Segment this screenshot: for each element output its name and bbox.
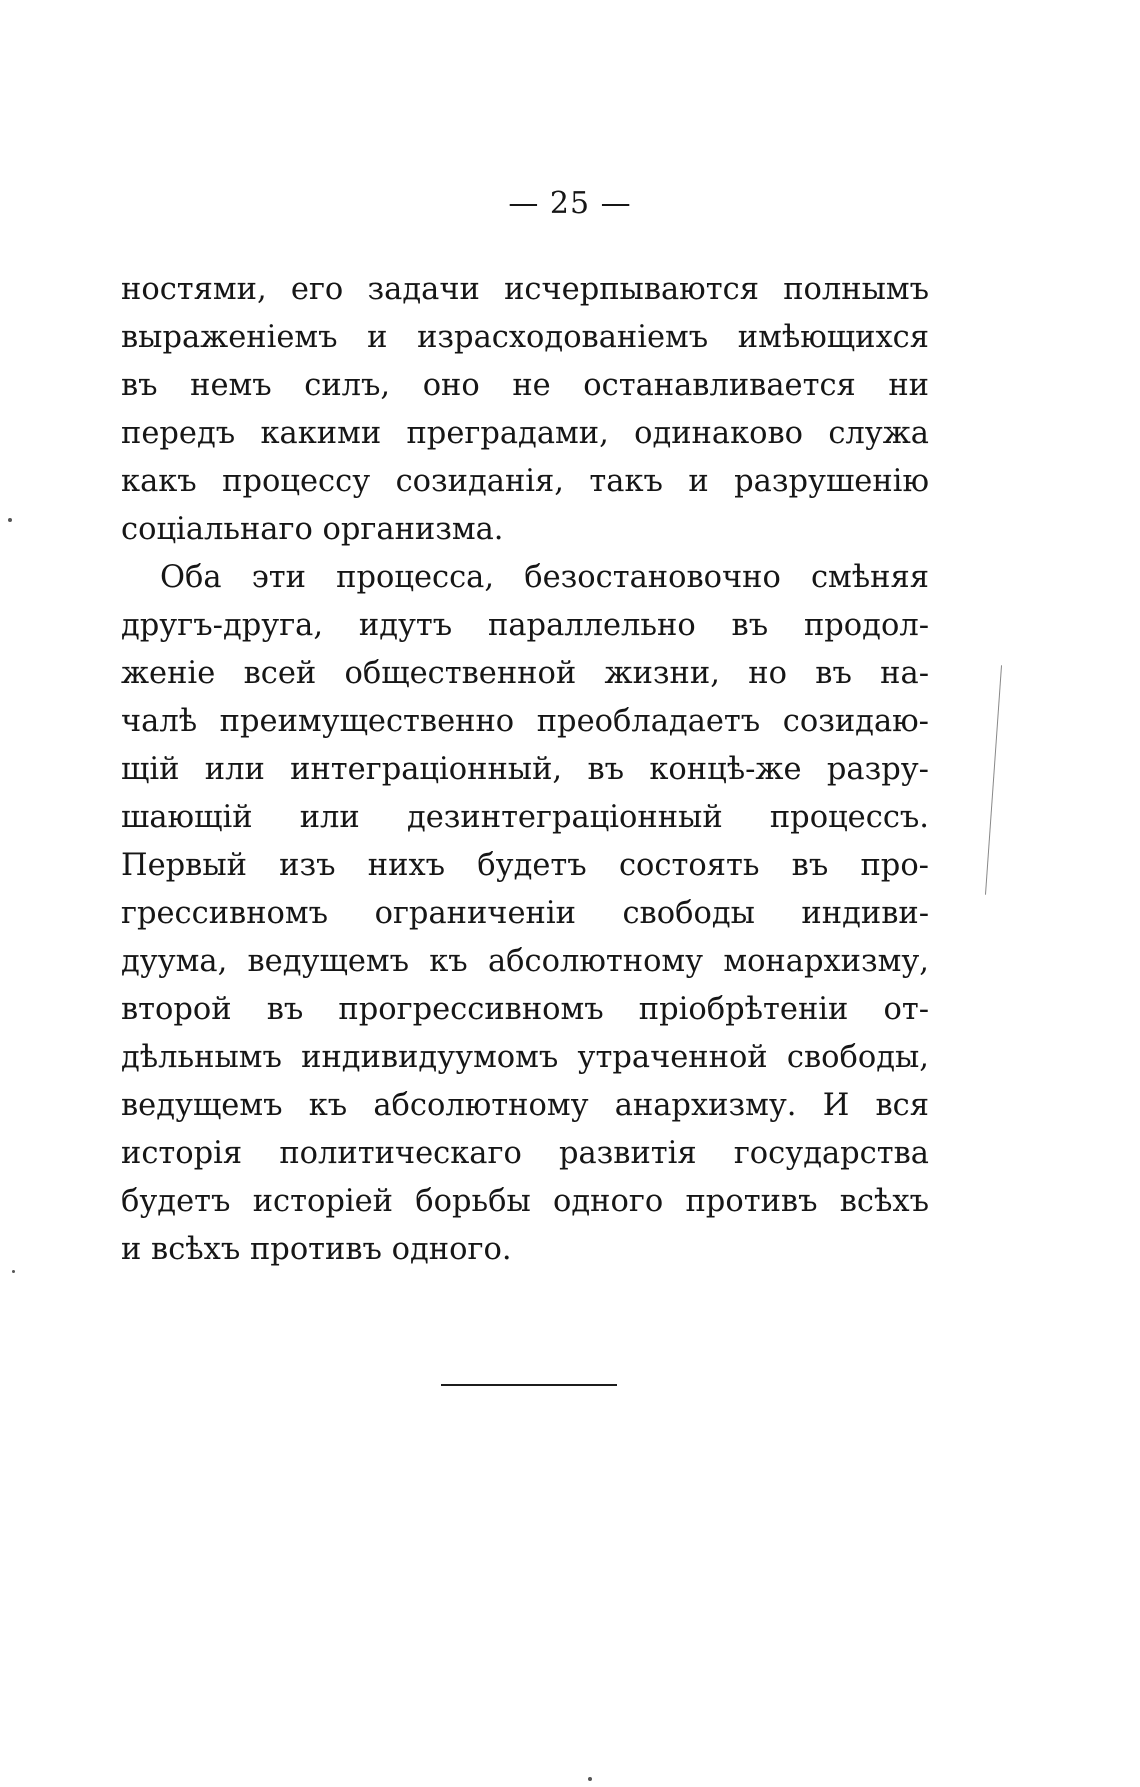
text-line: другъ-друга, идутъ параллельно въ продол- — [121, 608, 929, 643]
page-number: — 25 — — [508, 186, 632, 221]
text-line: соціальнаго организма. — [121, 512, 504, 547]
text-line: дѣльнымъ индивидуумомъ утраченной свободы, — [121, 1040, 929, 1075]
text-line: ностями, его задачи исчерпываются полнымъ — [121, 272, 929, 307]
text-line: щій или интеграціонный, въ концѣ-же разру- — [121, 752, 929, 787]
margin-pencil-mark — [985, 665, 1002, 895]
text-line: будетъ исторіей борьбы одного противъ всѣхъ — [121, 1184, 929, 1219]
section-end-rule — [441, 1384, 617, 1386]
text-line: дуума, ведущемъ къ абсолютному монархизму, — [121, 944, 929, 979]
text-line: шающій или дезинтеграціонный процессъ. — [121, 800, 929, 835]
text-line: исторія политическаго развитія государства — [121, 1136, 929, 1171]
text-line: какъ процессу созиданія, такъ и разрушенію — [121, 464, 929, 499]
text-line: грессивномъ ограниченіи свободы индиви- — [121, 896, 929, 931]
text-line: въ немъ силъ, оно не останавливается ни — [121, 368, 929, 403]
scan-speck — [12, 1270, 15, 1273]
text-line: выраженіемъ и израсходованіемъ имѣющихся — [121, 320, 929, 355]
text-line-indented: Оба эти процесса, безостановочно смѣняя — [160, 560, 929, 595]
text-line: ведущемъ къ абсолютному анархизму. И вся — [121, 1088, 929, 1123]
text-line: Первый изъ нихъ будетъ состоять въ про- — [121, 848, 929, 883]
text-line: второй въ прогрессивномъ пріобрѣтеніи от- — [121, 992, 929, 1027]
text-line: чалѣ преимущественно преобладаетъ созидаю- — [121, 704, 929, 739]
scan-speck — [588, 1777, 592, 1781]
text-line: передъ какими преградами, одинаково служа — [121, 416, 929, 451]
text-line: и всѣхъ противъ одного. — [121, 1232, 512, 1267]
scan-speck — [8, 518, 12, 522]
text-line: женіе всей общественной жизни, но въ на- — [121, 656, 929, 691]
